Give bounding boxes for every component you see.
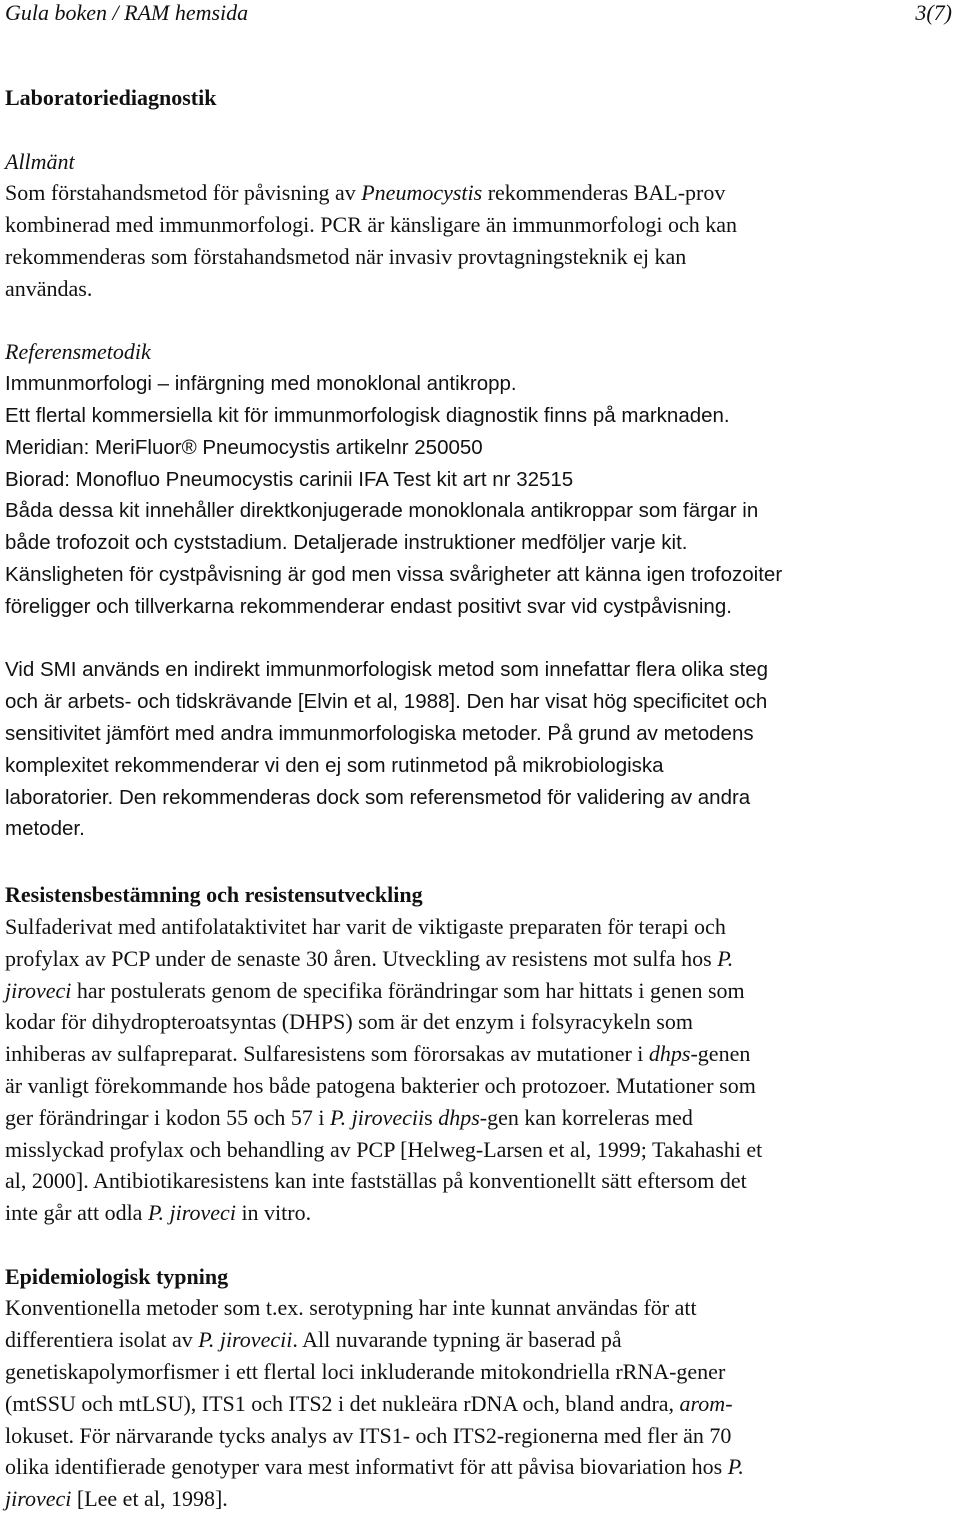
text-line: Biorad: Monofluo Pneumocystis carinii IFA Test kit art nr 32515 <box>5 467 574 491</box>
paragraph-allmant <box>5 177 957 304</box>
text-line: Konventionella metoder som t.ex. serotypning har inte kunnat användas för att <box>5 1295 697 1321</box>
text-line: jiroveci [Lee et al, 1998]. <box>5 1486 228 1512</box>
section-heading-resistens: Resistensbestämning och resistensutveckling <box>5 882 423 908</box>
paragraph-referensmetodik <box>5 368 957 622</box>
text-line: kombinerad med immunmorfologi. PCR är känsligare än immunmorfologi och kan <box>5 212 737 238</box>
header-title: Gula boken / RAM hemsida <box>5 0 249 25</box>
text-line: föreligger och tillverkarna rekommenderar endast positivt svar vid cystpåvisning. <box>5 594 732 618</box>
text-line: lokuset. För närvarande tycks analys av ITS1- och ITS2-regionerna med fler än 70 <box>5 1422 732 1448</box>
text-line: och är arbets- och tidskrävande [Elvin et al, 1988]. Den har visat hög specificitet och <box>5 690 768 714</box>
text-line: olika identifierade genotyper vara mest informativt för att påvisa biovariation hos P. <box>5 1454 744 1480</box>
section-heading-epidemiologi: Epidemiologisk typning <box>5 1263 229 1289</box>
page-number: 3(7) <box>915 0 952 25</box>
text-line: inte går att odla P. jiroveci in vitro. <box>5 1200 312 1226</box>
text-line: är vanligt förekommande hos både patogena bakterier och protozoer. Mutationer som <box>5 1072 756 1098</box>
text-line: misslyckad profylax och behandling av PCP [Helweg-Larsen et al, 1999; Takahashi et <box>5 1136 763 1162</box>
text-line: jiroveci har postulerats genom de specifika förändringar som har hittats i genen som <box>5 977 745 1003</box>
text-line: både trofozoit och cyststadium. Detaljerade instruktioner medföljer varje kit. <box>5 531 688 555</box>
text-line: differentiera isolat av P. jirovecii. All nuvarande typning är baserad på <box>5 1327 622 1353</box>
text-line: inhiberas av sulfapreparat. Sulfaresistens som förorsakas av mutationer i dhps-genen <box>5 1041 751 1067</box>
subheading-allmant: Allmänt <box>5 148 75 174</box>
text-line: komplexitet rekommenderar vi den ej som rutinmetod på mikrobiologiska <box>5 753 664 777</box>
text-line: Som förstahandsmetod för påvisning av Pneumocystis rekommenderas BAL-prov <box>5 180 726 206</box>
section-heading-lab: Laboratoriediagnostik <box>5 85 217 110</box>
text-line: profylax av PCP under de senaste 30 åren. Utveckling av resistens mot sulfa hos P. <box>5 945 734 971</box>
text-line: Sulfaderivat med antifolataktivitet har varit de viktigaste preparaten för terapi och <box>5 913 726 939</box>
text-line: kodar för dihydropteroatsyntas (DHPS) som är det enzym i folsyracykeln som <box>5 1009 693 1035</box>
text-line: sensitivitet jämfört med andra immunmorfologiska metoder. På grund av metodens <box>5 721 754 745</box>
text-line: Båda dessa kit innehåller direktkonjugerade monoklonala antikroppar som färgar in <box>5 499 759 523</box>
paragraph-resistens <box>5 911 957 1229</box>
text-line: Immunmorfologi – infärgning med monoklonal antikropp. <box>5 372 517 396</box>
text-line: genetiskapolymorfismer i ett flertal loci inkluderande mitokondriella rRNA-gener <box>5 1359 726 1385</box>
text-line: metoder. <box>5 817 85 841</box>
page-header <box>5 0 952 28</box>
subheading-referensmetodik: Referensmetodik <box>5 339 151 365</box>
text-line: rekommenderas som förstahandsmetod när invasiv provtagningsteknik ej kan <box>5 243 687 269</box>
text-line: ger förändringar i kodon 55 och 57 i P. jiroveciis dhps-gen kan korreleras med <box>5 1104 693 1130</box>
text-line: al, 2000]. Antibiotikaresistens kan inte fastställas på konventionellt sätt eftersom det <box>5 1168 747 1194</box>
paragraph-epidemiologi <box>5 1292 957 1515</box>
text-line: laboratorier. Den rekommenderas dock som referensmetod för validering av andra <box>5 785 751 809</box>
text-line: Meridian: MeriFluor® Pneumocystis artikelnr 250050 <box>5 435 483 459</box>
text-line: Vid SMI används en indirekt immunmorfologisk metod som innefattar flera olika steg <box>5 658 769 682</box>
document-body <box>5 82 957 1515</box>
text-line: (mtSSU och mtLSU), ITS1 och ITS2 i det nukleära rDNA och, bland andra, arom- <box>5 1390 733 1416</box>
text-line: användas. <box>5 275 93 301</box>
paragraph-smi <box>5 654 957 845</box>
text-line: Känsligheten för cystpåvisning är god men vissa svårigheter att känna igen trofozoiter <box>5 562 783 586</box>
text-line: Ett flertal kommersiella kit för immunmorfologisk diagnostik finns på marknaden. <box>5 403 730 427</box>
